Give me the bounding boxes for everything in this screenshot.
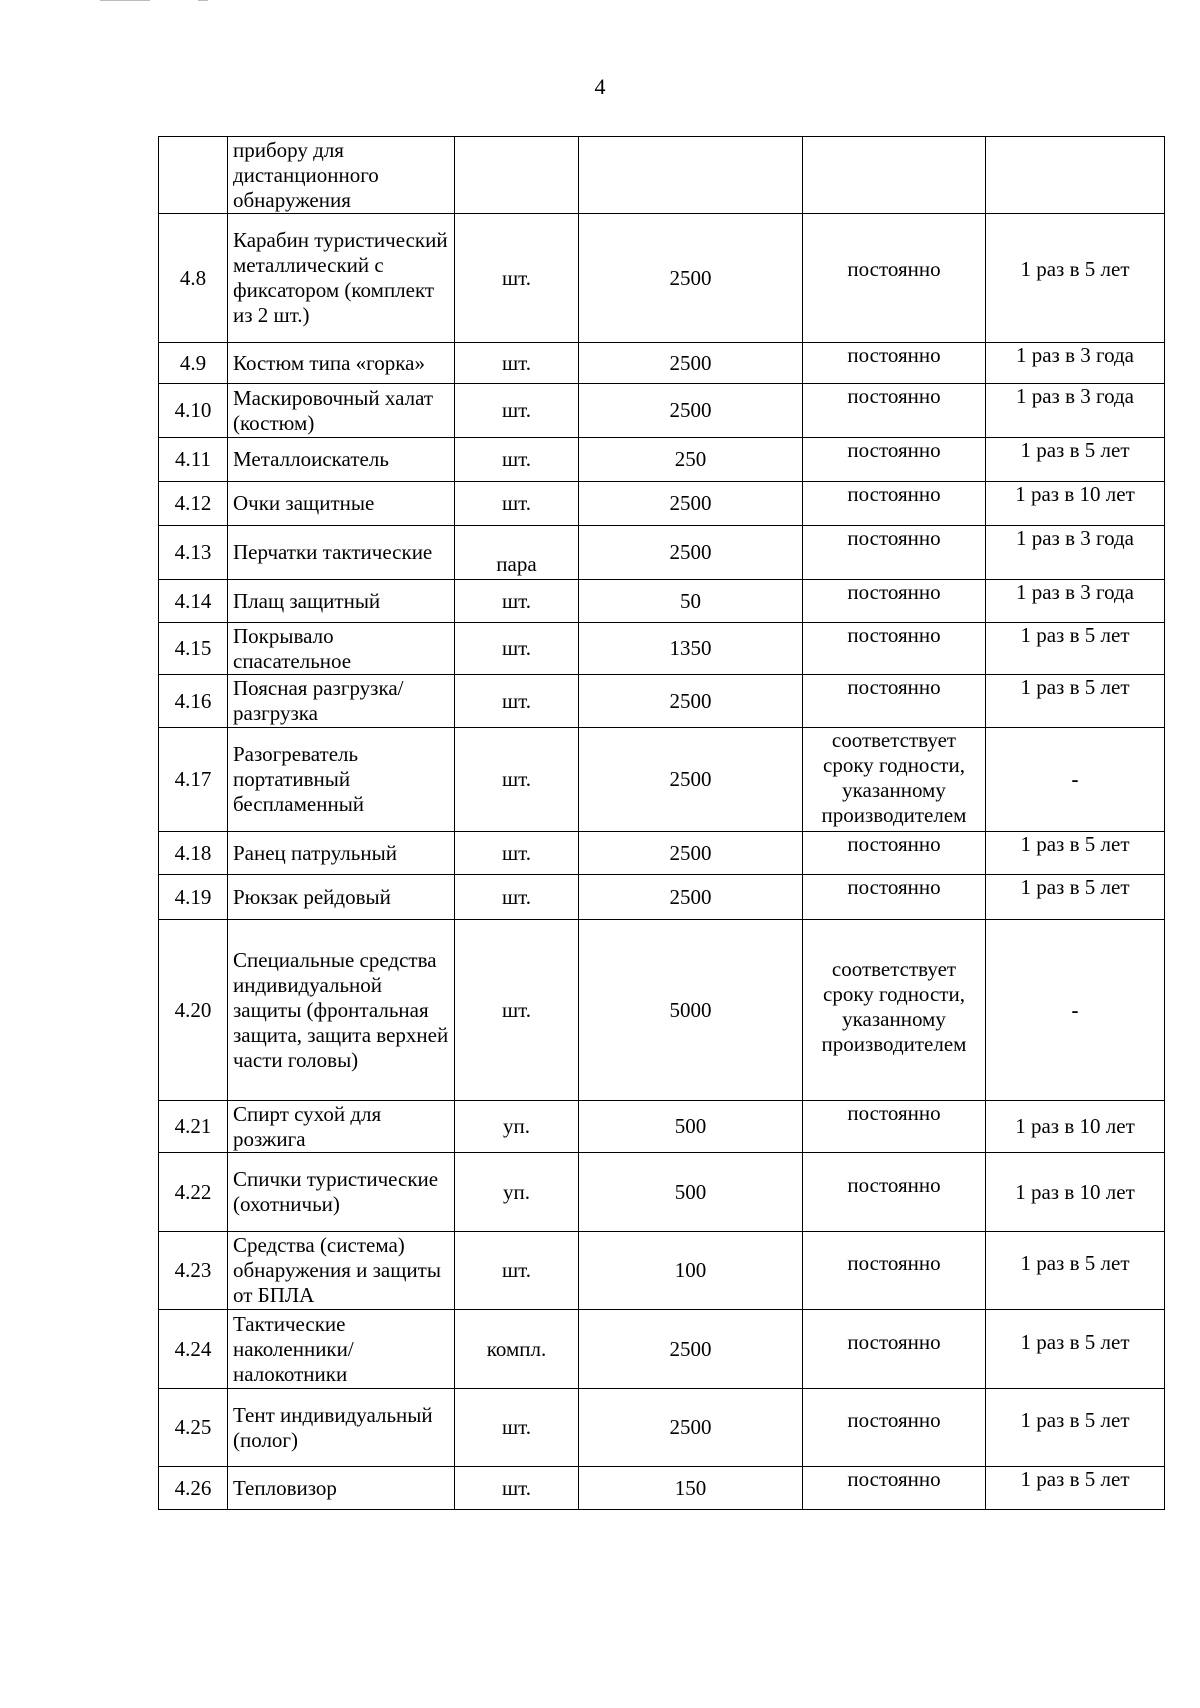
item-unit: шт.	[455, 1467, 579, 1510]
item-period: постоянно	[803, 1101, 986, 1153]
table-row	[159, 580, 1165, 623]
item-unit: шт.	[455, 728, 579, 832]
item-period: соответствует сроку годности, указанному производителем	[803, 728, 986, 832]
item-period: постоянно	[803, 580, 986, 623]
item-frequency: 1 раз в 5 лет	[986, 214, 1165, 343]
row-number: 4.26	[159, 1467, 228, 1510]
row-number: 4.20	[159, 920, 228, 1101]
item-frequency: 1 раз в 10 лет	[986, 1153, 1165, 1232]
item-period: постоянно	[803, 1232, 986, 1310]
item-name: Тент индивидуальный (полог)	[228, 1389, 455, 1467]
item-period: постоянно	[803, 1467, 986, 1510]
row-number: 4.13	[159, 526, 228, 580]
item-name: Маскировочный халат (костюм)	[228, 384, 455, 438]
table-row	[159, 728, 1165, 832]
item-period	[803, 137, 986, 214]
table-row	[159, 384, 1165, 438]
table-row	[159, 920, 1165, 1101]
row-number: 4.17	[159, 728, 228, 832]
item-frequency: 1 раз в 5 лет	[986, 675, 1165, 728]
item-name: прибору для дистанционного обнаружения	[228, 137, 455, 214]
item-frequency: 1 раз в 3 года	[986, 580, 1165, 623]
item-period: постоянно	[803, 1153, 986, 1232]
item-quantity: 2500	[579, 875, 803, 920]
row-number: 4.11	[159, 438, 228, 482]
row-number: 4.9	[159, 343, 228, 384]
item-quantity: 150	[579, 1467, 803, 1510]
table-row	[159, 1467, 1165, 1510]
item-frequency: -	[986, 728, 1165, 832]
row-number: 4.24	[159, 1310, 228, 1389]
item-period: постоянно	[803, 526, 986, 580]
item-name: Разогреватель портативный беспламенный	[228, 728, 455, 832]
row-number: 4.19	[159, 875, 228, 920]
item-unit: шт.	[455, 482, 579, 526]
item-period: постоянно	[803, 1389, 986, 1467]
item-period: постоянно	[803, 1310, 986, 1389]
item-frequency: 1 раз в 10 лет	[986, 482, 1165, 526]
row-number: 4.8	[159, 214, 228, 343]
item-quantity: 5000	[579, 920, 803, 1101]
scan-edge-marks	[100, 0, 210, 4]
item-quantity: 2500	[579, 675, 803, 728]
table-row	[159, 438, 1165, 482]
item-period: постоянно	[803, 482, 986, 526]
item-unit: шт.	[455, 920, 579, 1101]
item-quantity: 1350	[579, 623, 803, 675]
table-row	[159, 137, 1165, 214]
item-quantity: 2500	[579, 384, 803, 438]
row-number: 4.10	[159, 384, 228, 438]
item-period: соответствует сроку годности, указанному производителем	[803, 920, 986, 1101]
table-row	[159, 482, 1165, 526]
item-frequency: 1 раз в 3 года	[986, 526, 1165, 580]
row-number: 4.16	[159, 675, 228, 728]
equipment-table	[158, 136, 1165, 1510]
row-number: 4.15	[159, 623, 228, 675]
item-quantity: 500	[579, 1153, 803, 1232]
item-period: постоянно	[803, 343, 986, 384]
table-row	[159, 343, 1165, 384]
item-unit: шт.	[455, 875, 579, 920]
item-unit: шт.	[455, 832, 579, 875]
item-quantity: 50	[579, 580, 803, 623]
item-quantity: 2500	[579, 482, 803, 526]
item-unit: шт.	[455, 343, 579, 384]
item-period: постоянно	[803, 623, 986, 675]
item-name: Спирт сухой для розжига	[228, 1101, 455, 1153]
row-number: 4.25	[159, 1389, 228, 1467]
item-frequency: 1 раз в 5 лет	[986, 832, 1165, 875]
item-frequency: 1 раз в 5 лет	[986, 875, 1165, 920]
row-number: 4.14	[159, 580, 228, 623]
item-period: постоянно	[803, 875, 986, 920]
item-period: постоянно	[803, 675, 986, 728]
item-frequency: 1 раз в 3 года	[986, 384, 1165, 438]
item-quantity: 2500	[579, 728, 803, 832]
row-number: 4.18	[159, 832, 228, 875]
item-frequency: 1 раз в 5 лет	[986, 1310, 1165, 1389]
item-frequency: 1 раз в 3 года	[986, 343, 1165, 384]
item-name: Тепловизор	[228, 1467, 455, 1510]
item-unit: уп.	[455, 1153, 579, 1232]
item-frequency	[986, 137, 1165, 214]
item-name: Специальные средства индивидуальной защиты (фронтальная защита, защита верхней части головы)	[228, 920, 455, 1101]
item-unit: шт.	[455, 384, 579, 438]
item-unit	[455, 137, 579, 214]
item-quantity: 2500	[579, 526, 803, 580]
item-unit: пара	[455, 526, 579, 580]
row-number: 4.12	[159, 482, 228, 526]
item-name: Карабин туристический металлический с фиксатором (комплект из 2 шт.)	[228, 214, 455, 343]
table-row	[159, 1310, 1165, 1389]
item-name: Тактические наколенники/ налокотники	[228, 1310, 455, 1389]
table-row	[159, 875, 1165, 920]
row-number	[159, 137, 228, 214]
table-row	[159, 675, 1165, 728]
item-quantity: 2500	[579, 1389, 803, 1467]
item-quantity: 2500	[579, 214, 803, 343]
item-period: постоянно	[803, 384, 986, 438]
item-quantity: 250	[579, 438, 803, 482]
table-row	[159, 1153, 1165, 1232]
item-frequency: 1 раз в 5 лет	[986, 438, 1165, 482]
item-name: Поясная разгрузка/ разгрузка	[228, 675, 455, 728]
page-number: 4	[594, 74, 606, 99]
item-unit: компл.	[455, 1310, 579, 1389]
table-row	[159, 623, 1165, 675]
table-row	[159, 1232, 1165, 1310]
item-unit: шт.	[455, 580, 579, 623]
item-unit: шт.	[455, 438, 579, 482]
item-frequency: 1 раз в 5 лет	[986, 1232, 1165, 1310]
item-period: постоянно	[803, 438, 986, 482]
item-quantity: 100	[579, 1232, 803, 1310]
table-row	[159, 1101, 1165, 1153]
item-name: Плащ защитный	[228, 580, 455, 623]
item-frequency: 1 раз в 5 лет	[986, 1389, 1165, 1467]
row-number: 4.21	[159, 1101, 228, 1153]
item-quantity: 500	[579, 1101, 803, 1153]
item-frequency: 1 раз в 5 лет	[986, 1467, 1165, 1510]
item-frequency: 1 раз в 5 лет	[986, 623, 1165, 675]
item-name: Перчатки тактические	[228, 526, 455, 580]
item-name: Металлоискатель	[228, 438, 455, 482]
row-number: 4.23	[159, 1232, 228, 1310]
item-quantity: 2500	[579, 1310, 803, 1389]
item-unit: шт.	[455, 1232, 579, 1310]
item-name: Костюм типа «горка»	[228, 343, 455, 384]
item-name: Покрывало спасательное	[228, 623, 455, 675]
item-name: Средства (система) обнаружения и защиты от БПЛА	[228, 1232, 455, 1310]
item-frequency: 1 раз в 10 лет	[986, 1101, 1165, 1153]
item-name: Рюкзак рейдовый	[228, 875, 455, 920]
item-frequency: -	[986, 920, 1165, 1101]
item-name: Ранец патрульный	[228, 832, 455, 875]
item-unit: уп.	[455, 1101, 579, 1153]
item-unit: шт.	[455, 214, 579, 343]
item-unit: шт.	[455, 1389, 579, 1467]
table-row	[159, 526, 1165, 580]
item-quantity: 2500	[579, 343, 803, 384]
item-period: постоянно	[803, 214, 986, 343]
row-number: 4.22	[159, 1153, 228, 1232]
item-name: Очки защитные	[228, 482, 455, 526]
item-period: постоянно	[803, 832, 986, 875]
item-unit: шт.	[455, 675, 579, 728]
table-row	[159, 214, 1165, 343]
item-quantity	[579, 137, 803, 214]
table-row	[159, 1389, 1165, 1467]
item-quantity: 2500	[579, 832, 803, 875]
item-name: Спички туристические (охотничьи)	[228, 1153, 455, 1232]
table-row	[159, 832, 1165, 875]
item-unit: шт.	[455, 623, 579, 675]
